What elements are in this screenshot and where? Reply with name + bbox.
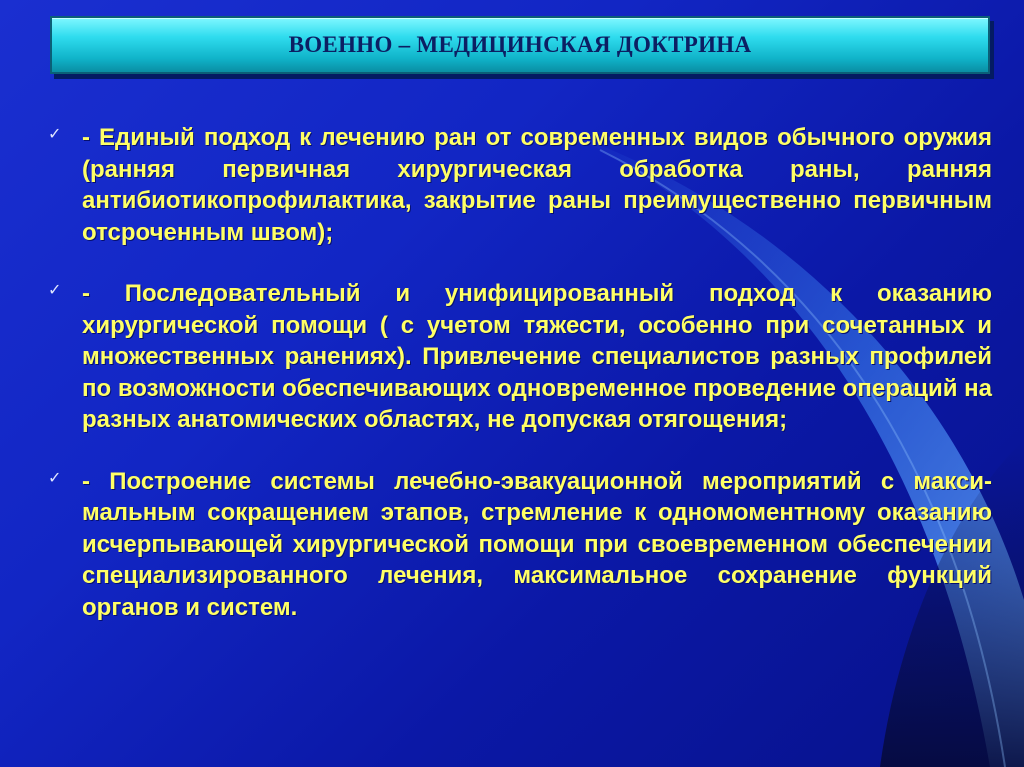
bullet-item: [48, 466, 992, 624]
bullet-list: [48, 122, 992, 623]
check-mark-icon: ✓: [48, 467, 62, 487]
bullet-text: - Последовательный и унифицированный подход к оказанию хирургической помощи ( с учетом тяжести, особенно при сочетанных и множественных ранениях). Привлечение специалистов разных профилей по возможности обеспечивающих одновременное проведение операций на разных анатомических областях, не допуская отягощения;: [82, 280, 992, 433]
title-bar: [50, 16, 990, 74]
check-mark-icon: ✓: [48, 280, 62, 299]
bullet-text: - Единый подход к лечению ран от современных видов обычного оружия (ранняя первичная хирургическая обработка раны, ранняя антибиотикопрофилактика, закрытие раны преимущественно первичным отсроченным швом);: [82, 124, 992, 246]
bullet-item: [48, 122, 992, 248]
bullet-item: [48, 278, 992, 436]
slide-title: ВОЕННО – МЕДИЦИНСКАЯ ДОКТРИНА: [288, 32, 752, 57]
check-mark-icon: ✓: [48, 124, 62, 143]
bullet-text: - Построение системы лечебно-эвакуационной мероприятий с макси-мальным сокращением этапов, стремление к одномоментному оказанию исчерпывающей хирургической помощи при своевременном обеспечении специализированного лечения, максимальное сохранение функций органов и систем.: [82, 467, 992, 621]
